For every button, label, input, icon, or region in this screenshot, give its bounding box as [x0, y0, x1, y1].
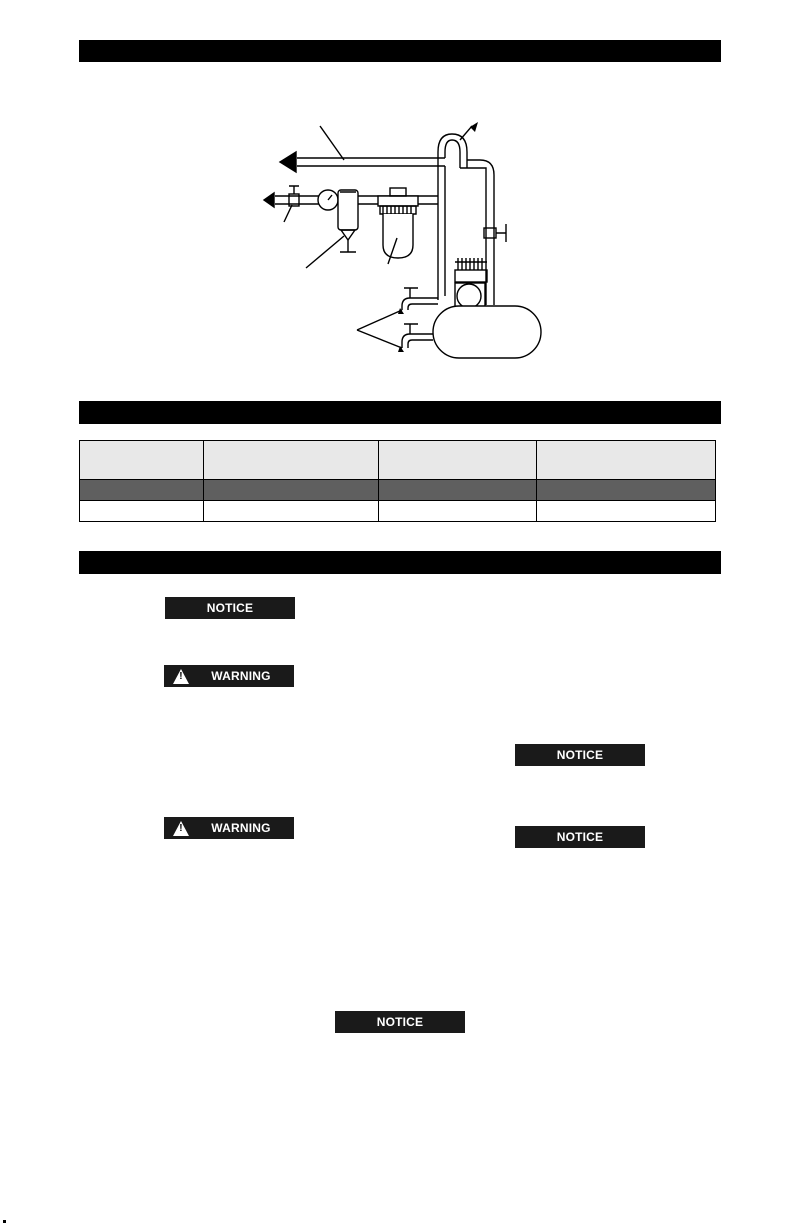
main-line-arrow — [280, 152, 296, 172]
notice-badge — [335, 1011, 465, 1033]
specification-table — [79, 440, 716, 522]
warning-triangle-icon: ! — [173, 669, 189, 684]
leader-u-bend — [460, 126, 472, 140]
table-cell — [80, 501, 204, 522]
table-cell — [379, 501, 537, 522]
page-corner-mark — [3, 1220, 6, 1223]
notice-badge — [165, 597, 295, 619]
main-line-pipe — [297, 158, 445, 166]
table-cell — [537, 480, 716, 501]
leader-drain-2 — [357, 330, 402, 348]
section-header-bar-3 — [79, 551, 721, 574]
receiver-tank — [433, 306, 541, 358]
warning-badge — [164, 665, 294, 687]
compressor-piping-diagram — [0, 0, 793, 400]
table-cell — [379, 480, 537, 501]
table-header-row — [80, 441, 716, 480]
notice-label: NOTICE — [376, 1015, 424, 1029]
u-bend-loop — [438, 134, 467, 168]
notice-badge — [515, 744, 645, 766]
table-header-cell — [537, 441, 716, 480]
drain-valve-lower — [402, 334, 433, 348]
leader-regulator — [306, 236, 344, 268]
pump-motor — [457, 284, 481, 308]
regulator-body — [338, 190, 358, 230]
filter-head — [378, 196, 418, 206]
section-header-bar-2 — [79, 401, 721, 424]
filter-bowl — [383, 214, 413, 258]
notice-label: NOTICE — [206, 601, 254, 615]
drain-valve-upper — [402, 298, 438, 310]
branch-line-arrow — [264, 193, 274, 207]
compressor-pump — [455, 270, 487, 282]
leader-main-line — [320, 126, 344, 160]
warning-label: WARNING — [211, 669, 271, 683]
notice-badge — [515, 826, 645, 848]
riser-pipe — [438, 166, 445, 300]
table-header-cell — [379, 441, 537, 480]
table-header-cell — [204, 441, 379, 480]
table-cell — [204, 480, 379, 501]
table-row — [80, 501, 716, 522]
notice-label: NOTICE — [556, 748, 604, 762]
table-cell — [80, 480, 204, 501]
warning-badge — [164, 817, 294, 839]
warning-label: WARNING — [211, 821, 271, 835]
notice-label: NOTICE — [556, 830, 604, 844]
table-cell — [204, 501, 379, 522]
leader-shutoff — [284, 205, 292, 222]
table-header-cell — [80, 441, 204, 480]
table-row — [80, 480, 716, 501]
warning-triangle-icon: ! — [173, 821, 189, 836]
leader-drain-1 — [357, 310, 402, 330]
table-cell — [537, 501, 716, 522]
